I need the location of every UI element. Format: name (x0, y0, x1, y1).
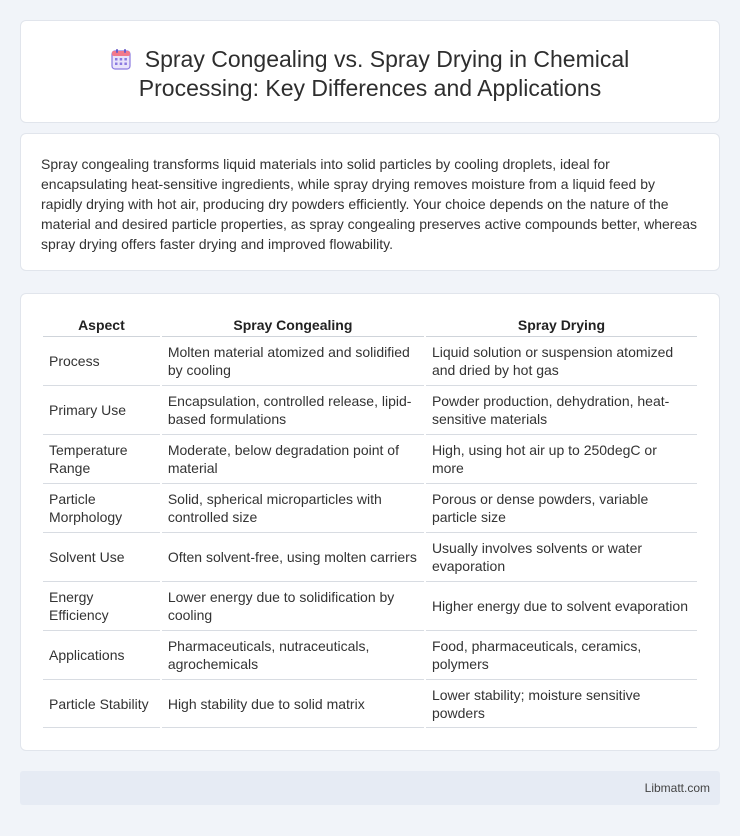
cell-drying: Liquid solution or suspension atomized and dried by hot gas (426, 337, 697, 386)
cell-aspect: Primary Use (43, 386, 160, 435)
table-row (43, 582, 697, 631)
page-title (21, 45, 719, 103)
cell-drying: Porous or dense powders, variable particle size (426, 484, 697, 533)
cell-congealing: Molten material atomized and solidified by cooling (162, 337, 424, 386)
cell-aspect: Energy Efficiency (43, 582, 160, 631)
header-aspect: Aspect (43, 314, 160, 337)
cell-congealing: Moderate, below degradation point of material (162, 435, 424, 484)
cell-congealing: Solid, spherical microparticles with controlled size (162, 484, 424, 533)
table-row (43, 337, 697, 386)
comparison-card (20, 293, 720, 751)
calendar-icon (111, 48, 131, 70)
cell-drying: Powder production, dehydration, heat-sensitive materials (426, 386, 697, 435)
cell-aspect: Particle Stability (43, 680, 160, 728)
footer-bar (20, 771, 720, 805)
table-header-row (43, 314, 697, 337)
cell-aspect: Solvent Use (43, 533, 160, 582)
cell-congealing: Encapsulation, controlled release, lipid-based formulations (162, 386, 424, 435)
cell-aspect: Particle Morphology (43, 484, 160, 533)
table-row (43, 533, 697, 582)
table-row (43, 484, 697, 533)
intro-paragraph: Spray congealing transforms liquid materials into solid particles by cooling droplets, ideal for encapsulating heat-sensitive ingredients, while spray drying removes moisture from a liquid feed by rapidly drying with hot air, producing dry powders efficiently. Your choice depends on the nature of the material and desired particle properties, as spray congealing preserves active compounds better, whereas spray drying offers faster drying and improved flowability. (41, 156, 698, 252)
title-line-1: Spray Congealing vs. Spray Drying in Chemical (144, 46, 630, 72)
comparison-table (41, 314, 699, 728)
table-row (43, 631, 697, 680)
header-spray-congealing: Spray Congealing (162, 314, 424, 337)
cell-drying: Lower stability; moisture sensitive powders (426, 680, 697, 728)
table-row (43, 680, 697, 728)
intro-card (20, 133, 720, 271)
cell-drying: Usually involves solvents or water evaporation (426, 533, 697, 582)
table-row (43, 386, 697, 435)
footer-site-link[interactable]: Libmatt.com (644, 781, 710, 795)
title-line-2: Processing: Key Differences and Applications (138, 75, 602, 101)
table-row (43, 435, 697, 484)
cell-aspect: Applications (43, 631, 160, 680)
cell-aspect: Process (43, 337, 160, 386)
cell-drying: Higher energy due to solvent evaporation (426, 582, 697, 631)
cell-congealing: High stability due to solid matrix (162, 680, 424, 728)
header-spray-drying: Spray Drying (426, 314, 697, 337)
cell-drying: High, using hot air up to 250degC or more (426, 435, 697, 484)
cell-aspect: Temperature Range (43, 435, 160, 484)
cell-congealing: Lower energy due to solidification by cooling (162, 582, 424, 631)
cell-drying: Food, pharmaceuticals, ceramics, polymers (426, 631, 697, 680)
cell-congealing: Often solvent-free, using molten carriers (162, 533, 424, 582)
title-card (20, 20, 720, 123)
cell-congealing: Pharmaceuticals, nutraceuticals, agrochemicals (162, 631, 424, 680)
